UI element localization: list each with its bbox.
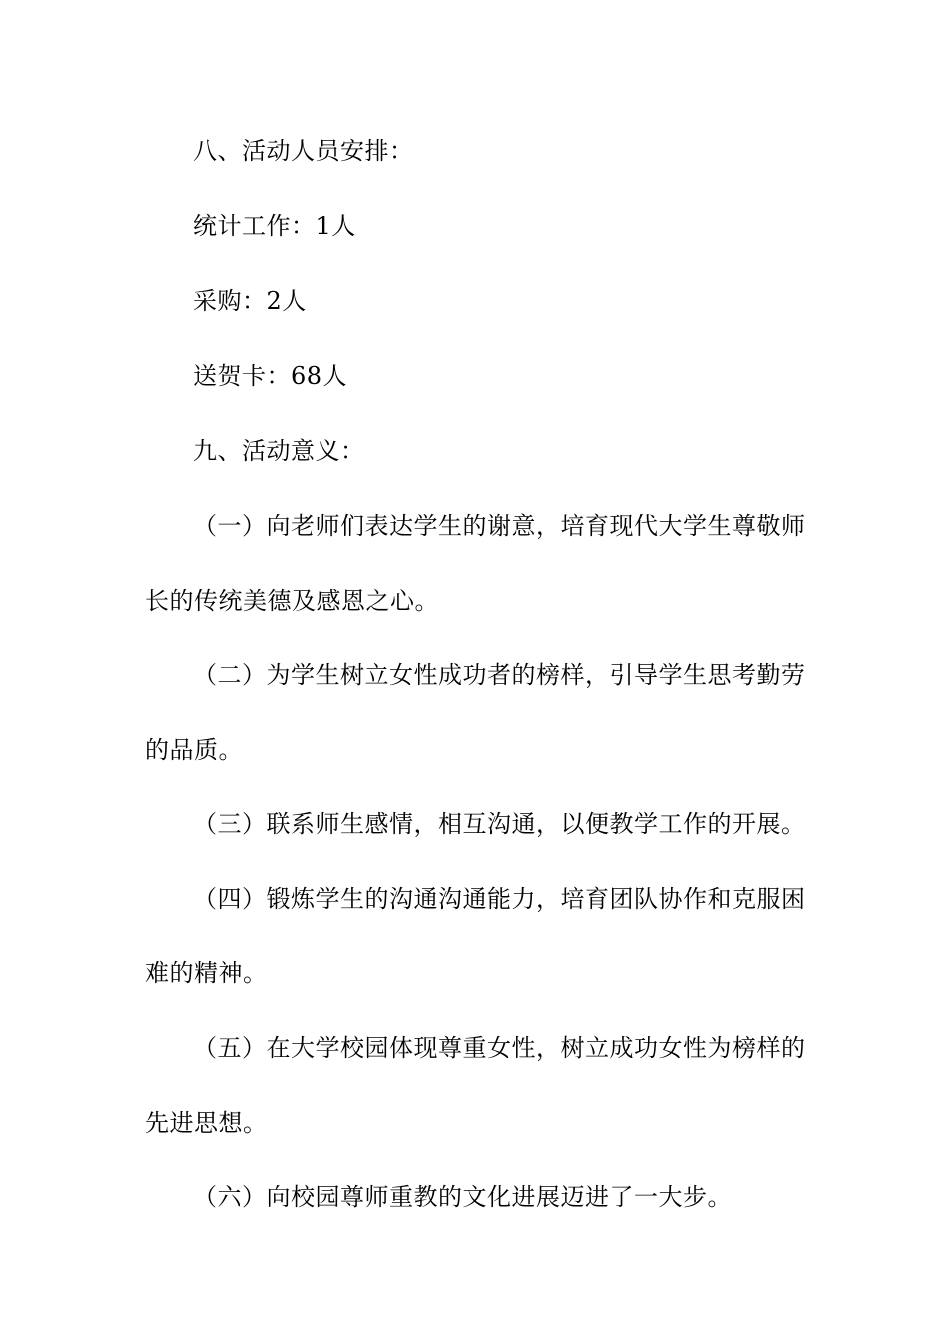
paragraph-line: （六）向校园尊师重教的文化进展迈进了一大步。 xyxy=(193,1183,732,1211)
paragraph-line: （三）联系师生感情，相互沟通，以便教学工作的开展。 xyxy=(193,810,806,838)
paragraph-line: 统计工作：1人 xyxy=(193,212,356,240)
paragraph-line: 先进思想。 xyxy=(145,1109,268,1137)
section-heading-significance: 九、活动意义： xyxy=(193,437,365,465)
section-heading-personnel: 八、活动人员安排： xyxy=(193,137,414,165)
paragraph-line: 的品质。 xyxy=(145,736,243,764)
paragraph-line: （五）在大学校园体现尊重女性，树立成功女性为榜样的 xyxy=(193,1034,806,1062)
paragraph-line: （二）为学生树立女性成功者的榜样，引导学生思考勤劳 xyxy=(193,661,806,689)
paragraph-line: （四）锻炼学生的沟通沟通能力，培育团队协作和克服困 xyxy=(193,885,806,913)
paragraph-line: 长的传统美德及感恩之心。 xyxy=(145,587,439,615)
paragraph-line: 采购：2人 xyxy=(193,287,307,315)
paragraph-line: （一）向老师们表达学生的谢意，培育现代大学生尊敬师 xyxy=(193,512,806,540)
paragraph-line: 难的精神。 xyxy=(145,959,268,987)
paragraph-line: 送贺卡：68人 xyxy=(193,362,348,390)
